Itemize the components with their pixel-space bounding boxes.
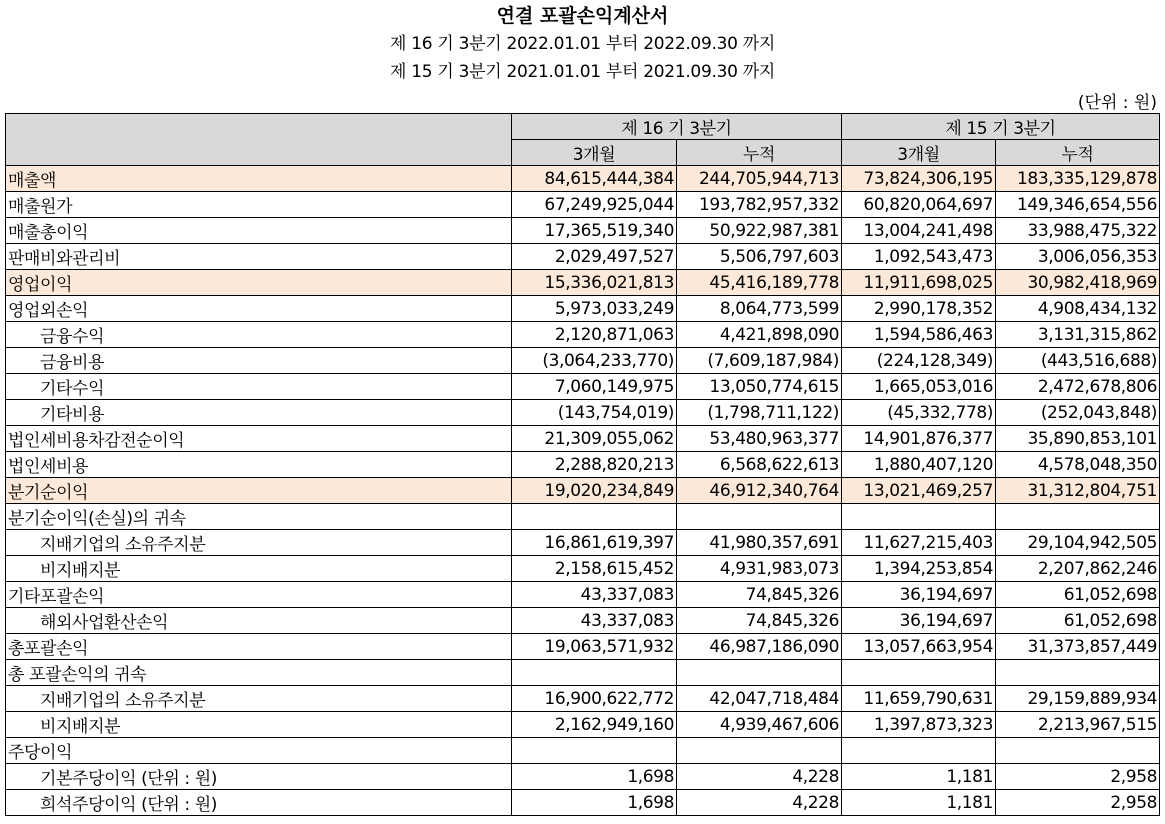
header-current-cumulative: 누적 xyxy=(677,140,842,166)
row-label: 매출액 xyxy=(6,166,512,192)
table-row xyxy=(6,764,1160,790)
row-label: 매출총이익 xyxy=(6,218,512,244)
value-cell: 67,249,925,044 xyxy=(512,192,677,218)
table-row xyxy=(6,452,1160,478)
value-cell: 61,052,698 xyxy=(996,608,1160,634)
value-cell: 73,824,306,195 xyxy=(842,166,996,192)
row-label: 비지배지분 xyxy=(6,556,512,582)
value-cell: 4,939,467,606 xyxy=(677,712,842,738)
table-row xyxy=(6,322,1160,348)
row-label: 기본주당이익 (단위 : 원) xyxy=(6,764,512,790)
statement-title: 연결 포괄손익계산서 xyxy=(496,5,669,27)
value-cell: 36,194,697 xyxy=(842,608,996,634)
period-prior: 제 15 기 3분기 2021.01.01 부터 2021.09.30 까지 xyxy=(390,62,775,82)
row-label: 금융비용 xyxy=(6,348,512,374)
value-cell: 11,911,698,025 xyxy=(842,270,996,296)
value-cell: 13,004,241,498 xyxy=(842,218,996,244)
value-cell: 29,159,889,934 xyxy=(996,686,1160,712)
header-current-3months: 3개월 xyxy=(512,140,677,166)
table-row xyxy=(6,478,1160,504)
value-cell xyxy=(512,504,677,530)
value-cell: (224,128,349) xyxy=(842,348,996,374)
value-cell: 46,912,340,764 xyxy=(677,478,842,504)
value-cell: 5,973,033,249 xyxy=(512,296,677,322)
value-cell xyxy=(512,738,677,764)
value-cell: 2,472,678,806 xyxy=(996,374,1160,400)
value-cell: 1,394,253,854 xyxy=(842,556,996,582)
header-blank-cell xyxy=(6,114,512,166)
value-cell: 7,060,149,975 xyxy=(512,374,677,400)
value-cell: 11,659,790,631 xyxy=(842,686,996,712)
value-cell: 36,194,697 xyxy=(842,582,996,608)
row-label: 분기순이익 xyxy=(6,478,512,504)
value-cell: 4,931,983,073 xyxy=(677,556,842,582)
value-cell: 19,020,234,849 xyxy=(512,478,677,504)
value-cell: 11,627,215,403 xyxy=(842,530,996,556)
row-label: 기타포괄손익 xyxy=(6,582,512,608)
value-cell: 14,901,876,377 xyxy=(842,426,996,452)
value-cell: 74,845,326 xyxy=(677,582,842,608)
value-cell: 21,309,055,062 xyxy=(512,426,677,452)
table-row xyxy=(6,374,1160,400)
value-cell: (443,516,688) xyxy=(996,348,1160,374)
value-cell xyxy=(677,504,842,530)
value-cell: 193,782,957,332 xyxy=(677,192,842,218)
row-label: 해외사업환산손익 xyxy=(6,608,512,634)
value-cell: 1,594,586,463 xyxy=(842,322,996,348)
header-prior-3months: 3개월 xyxy=(842,140,996,166)
value-cell: 2,158,615,452 xyxy=(512,556,677,582)
value-cell: 74,845,326 xyxy=(677,608,842,634)
value-cell: 2,958 xyxy=(996,790,1160,816)
value-cell: 3,006,056,353 xyxy=(996,244,1160,270)
table-row xyxy=(6,738,1160,764)
table-row xyxy=(6,296,1160,322)
table-row xyxy=(6,244,1160,270)
value-cell: 6,568,622,613 xyxy=(677,452,842,478)
value-cell: 2,990,178,352 xyxy=(842,296,996,322)
value-cell: 1,181 xyxy=(842,790,996,816)
row-label: 법인세비용 xyxy=(6,452,512,478)
value-cell: 16,861,619,397 xyxy=(512,530,677,556)
row-label: 총 포괄손익의 귀속 xyxy=(6,660,512,686)
value-cell: 61,052,698 xyxy=(996,582,1160,608)
value-cell: (143,754,019) xyxy=(512,400,677,426)
value-cell: 45,416,189,778 xyxy=(677,270,842,296)
table-row xyxy=(6,790,1160,816)
value-cell: 17,365,519,340 xyxy=(512,218,677,244)
table-row xyxy=(6,348,1160,374)
table-row xyxy=(6,712,1160,738)
value-cell: 50,922,987,381 xyxy=(677,218,842,244)
table-row xyxy=(6,400,1160,426)
value-cell: 2,958 xyxy=(996,764,1160,790)
value-cell: 30,982,418,969 xyxy=(996,270,1160,296)
value-cell: 1,698 xyxy=(512,790,677,816)
table-row xyxy=(6,270,1160,296)
value-cell: 4,228 xyxy=(677,790,842,816)
value-cell: 2,029,497,527 xyxy=(512,244,677,270)
table-row xyxy=(6,166,1160,192)
value-cell: 2,162,949,160 xyxy=(512,712,677,738)
table-body xyxy=(6,166,1160,816)
row-label: 분기순이익(손실)의 귀속 xyxy=(6,504,512,530)
value-cell: 42,047,718,484 xyxy=(677,686,842,712)
value-cell: 31,373,857,449 xyxy=(996,634,1160,660)
table-row xyxy=(6,686,1160,712)
period-current: 제 16 기 3분기 2022.01.01 부터 2022.09.30 까지 xyxy=(390,34,775,54)
income-statement-table xyxy=(5,113,1160,816)
value-cell xyxy=(677,738,842,764)
row-label: 주당이익 xyxy=(6,738,512,764)
row-label: 기타비용 xyxy=(6,400,512,426)
value-cell xyxy=(512,660,677,686)
row-label: 지배기업의 소유주지분 xyxy=(6,530,512,556)
row-label: 총포괄손익 xyxy=(6,634,512,660)
value-cell xyxy=(842,738,996,764)
value-cell: (1,798,711,122) xyxy=(677,400,842,426)
value-cell: 2,213,967,515 xyxy=(996,712,1160,738)
value-cell: 35,890,853,101 xyxy=(996,426,1160,452)
value-cell: 29,104,942,505 xyxy=(996,530,1160,556)
unit-label: (단위 : 원) xyxy=(1077,93,1157,113)
row-label: 판매비와관리비 xyxy=(6,244,512,270)
header-prior-period: 제 15 기 3분기 xyxy=(842,114,1160,140)
row-label: 희석주당이익 (단위 : 원) xyxy=(6,790,512,816)
value-cell: 41,980,357,691 xyxy=(677,530,842,556)
value-cell: 4,421,898,090 xyxy=(677,322,842,348)
value-cell: 13,021,469,257 xyxy=(842,478,996,504)
value-cell xyxy=(677,660,842,686)
value-cell: 1,665,053,016 xyxy=(842,374,996,400)
value-cell: 16,900,622,772 xyxy=(512,686,677,712)
table-row xyxy=(6,634,1160,660)
value-cell: 1,181 xyxy=(842,764,996,790)
value-cell: 4,228 xyxy=(677,764,842,790)
value-cell xyxy=(842,504,996,530)
value-cell: 8,064,773,599 xyxy=(677,296,842,322)
value-cell: 2,120,871,063 xyxy=(512,322,677,348)
value-cell: 1,698 xyxy=(512,764,677,790)
row-label: 비지배지분 xyxy=(6,712,512,738)
value-cell: 60,820,064,697 xyxy=(842,192,996,218)
header-row-period xyxy=(6,114,1160,140)
table-row xyxy=(6,530,1160,556)
value-cell: 33,988,475,322 xyxy=(996,218,1160,244)
value-cell xyxy=(996,738,1160,764)
value-cell: (252,043,848) xyxy=(996,400,1160,426)
table-row xyxy=(6,192,1160,218)
row-label: 금융수익 xyxy=(6,322,512,348)
value-cell: 244,705,944,713 xyxy=(677,166,842,192)
row-label: 영업외손익 xyxy=(6,296,512,322)
value-cell: 4,578,048,350 xyxy=(996,452,1160,478)
header-prior-cumulative: 누적 xyxy=(996,140,1160,166)
value-cell: 2,288,820,213 xyxy=(512,452,677,478)
table-row xyxy=(6,582,1160,608)
value-cell: (45,332,778) xyxy=(842,400,996,426)
value-cell: (7,609,187,984) xyxy=(677,348,842,374)
table-row xyxy=(6,608,1160,634)
table-row xyxy=(6,504,1160,530)
value-cell: 1,880,407,120 xyxy=(842,452,996,478)
value-cell: 149,346,654,556 xyxy=(996,192,1160,218)
table-row xyxy=(6,660,1160,686)
value-cell: 15,336,021,813 xyxy=(512,270,677,296)
value-cell: 43,337,083 xyxy=(512,608,677,634)
table-row xyxy=(6,426,1160,452)
value-cell: 2,207,862,246 xyxy=(996,556,1160,582)
value-cell: 53,480,963,377 xyxy=(677,426,842,452)
value-cell: 183,335,129,878 xyxy=(996,166,1160,192)
header-current-period: 제 16 기 3분기 xyxy=(512,114,842,140)
value-cell xyxy=(996,504,1160,530)
table-row xyxy=(6,218,1160,244)
value-cell: 5,506,797,603 xyxy=(677,244,842,270)
value-cell: 1,092,543,473 xyxy=(842,244,996,270)
value-cell: 3,131,315,862 xyxy=(996,322,1160,348)
row-label: 법인세비용차감전순이익 xyxy=(6,426,512,452)
row-label: 매출원가 xyxy=(6,192,512,218)
row-label: 기타수익 xyxy=(6,374,512,400)
row-label: 영업이익 xyxy=(6,270,512,296)
value-cell: 13,050,774,615 xyxy=(677,374,842,400)
value-cell: 13,057,663,954 xyxy=(842,634,996,660)
value-cell: 46,987,186,090 xyxy=(677,634,842,660)
row-label: 지배기업의 소유주지분 xyxy=(6,686,512,712)
value-cell: 43,337,083 xyxy=(512,582,677,608)
value-cell xyxy=(996,660,1160,686)
value-cell: 31,312,804,751 xyxy=(996,478,1160,504)
value-cell xyxy=(842,660,996,686)
table-row xyxy=(6,556,1160,582)
value-cell: 4,908,434,132 xyxy=(996,296,1160,322)
value-cell: (3,064,233,770) xyxy=(512,348,677,374)
value-cell: 1,397,873,323 xyxy=(842,712,996,738)
value-cell: 84,615,444,384 xyxy=(512,166,677,192)
value-cell: 19,063,571,932 xyxy=(512,634,677,660)
